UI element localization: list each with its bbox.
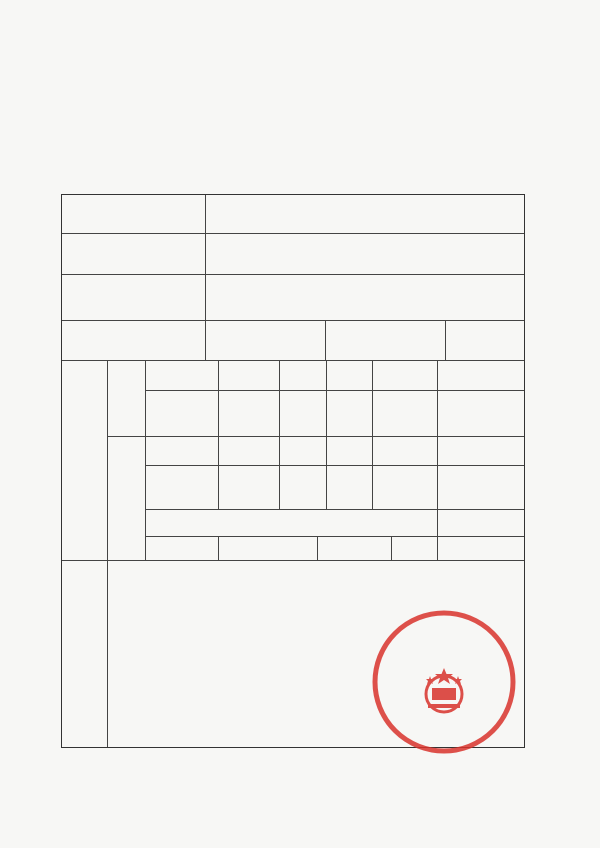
- conv-header-orchard: [326, 361, 372, 390]
- conv-value-total: [437, 390, 524, 436]
- unused-land-header: [145, 509, 255, 536]
- exp-value-forest: [218, 465, 279, 509]
- grand-total-value: [437, 536, 524, 560]
- conv-header-total: [437, 361, 524, 390]
- conv-header-cultivated: [145, 361, 218, 390]
- conv-value-cultivated: [145, 390, 218, 436]
- exp-value-grass: [279, 465, 326, 509]
- conv-header-forest: [218, 361, 279, 390]
- official-seal: [370, 608, 518, 756]
- exp-value-cultivated: [145, 465, 218, 509]
- exp-header-grass: [279, 436, 326, 465]
- unused-dash-2: [317, 536, 391, 560]
- seal-emblem: [426, 668, 462, 712]
- exp-header-cultivated: [145, 436, 218, 465]
- state-land-label: [325, 320, 445, 360]
- conv-value-orchard: [326, 390, 372, 436]
- notes-label: [62, 561, 107, 747]
- project-value: [205, 274, 524, 320]
- conv-value-other: [372, 390, 437, 436]
- applicant-label: [62, 195, 205, 233]
- landowner-value: [205, 233, 524, 274]
- grand-total-header: [437, 509, 524, 536]
- conv-value-pasture: [279, 390, 326, 436]
- conv-value-forest: [218, 390, 279, 436]
- expropriation-label: [107, 436, 145, 561]
- conv-header-other: [372, 361, 437, 390]
- unused-dash-1: [218, 536, 317, 560]
- total-area-value: [205, 320, 325, 360]
- applicant-value: [205, 195, 524, 233]
- exp-header-construction: [437, 436, 524, 465]
- total-area-label: [62, 320, 205, 360]
- exp-value-orchard: [326, 465, 372, 509]
- unused-land-value: [145, 536, 218, 560]
- unused-dash-3: [391, 536, 437, 560]
- state-land-value: [445, 320, 524, 360]
- exp-header-forest: [218, 436, 279, 465]
- exp-header-orchard: [326, 436, 372, 465]
- exp-value-other: [372, 465, 437, 509]
- approval-category-label: [64, 361, 106, 561]
- exp-header-other: [372, 436, 437, 465]
- exp-value-construction: [437, 465, 524, 509]
- landowner-label: [62, 233, 205, 274]
- project-label: [62, 274, 205, 320]
- conv-header-pasture: [279, 361, 326, 390]
- conversion-label: [107, 361, 145, 436]
